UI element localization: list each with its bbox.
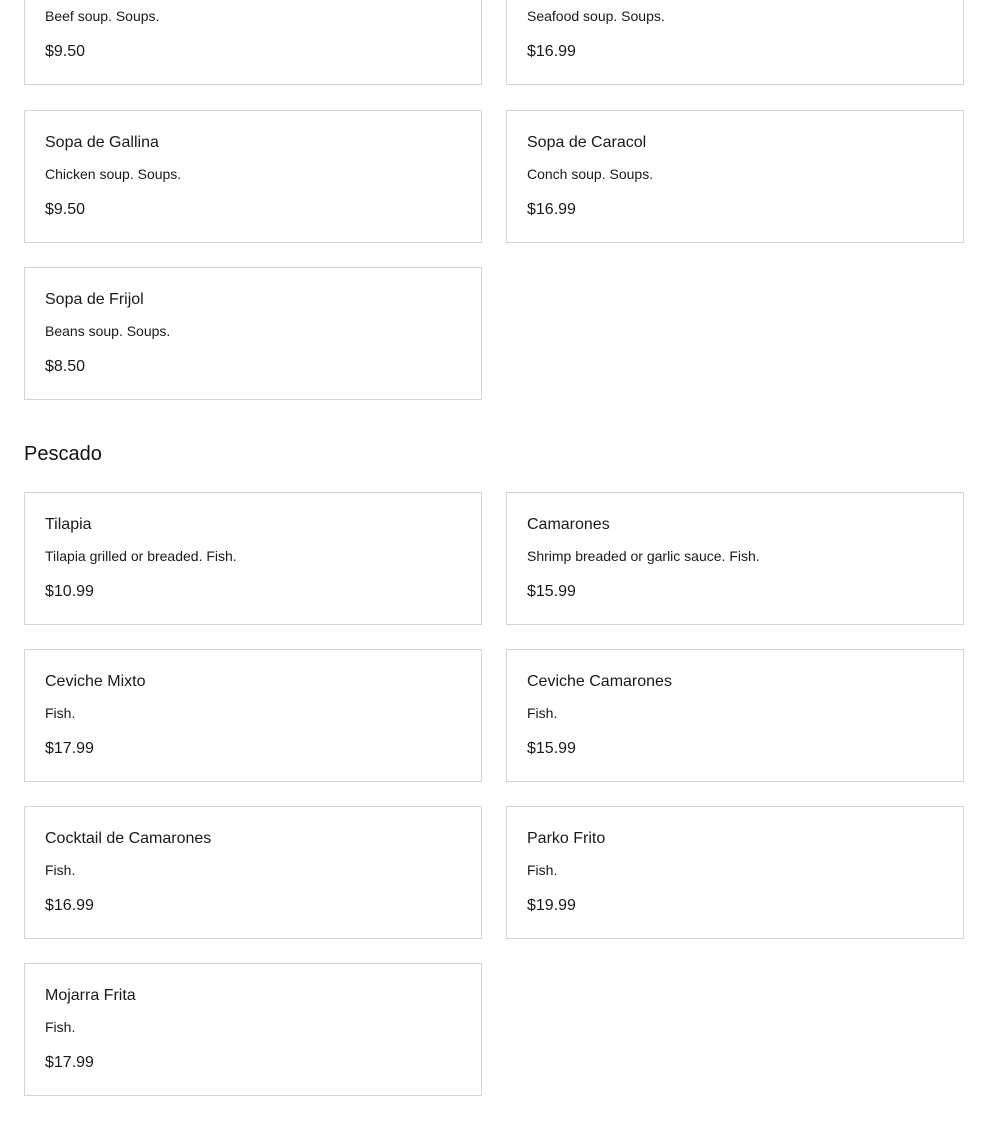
menu-item-name: Mojarra Frita bbox=[45, 987, 136, 1004]
menu-item-card[interactable] bbox=[24, 110, 482, 243]
menu-item-name: Cocktail de Camarones bbox=[45, 830, 212, 847]
menu-item-name: Sopa de Caracol bbox=[527, 134, 647, 151]
menu-item-card[interactable] bbox=[24, 0, 482, 85]
menu-item-card[interactable] bbox=[24, 649, 482, 782]
menu-item-description: Fish. bbox=[45, 705, 76, 721]
menu-item-description: Beef soup. Soups. bbox=[45, 8, 160, 24]
menu-item-description: Conch soup. Soups. bbox=[527, 166, 654, 182]
menu-item-name: Parko Frito bbox=[527, 830, 606, 847]
menu-item-card[interactable] bbox=[506, 806, 964, 939]
menu-item-description: Shrimp breaded or garlic sauce. Fish. bbox=[527, 548, 760, 564]
menu-item-price: $15.99 bbox=[527, 583, 576, 600]
menu-item-price: $19.99 bbox=[527, 897, 576, 914]
menu-item-price: $8.50 bbox=[45, 358, 86, 375]
menu-item-description: Fish. bbox=[527, 862, 558, 878]
menu-item-price: $17.99 bbox=[45, 740, 94, 757]
menu-item-description: Chicken soup. Soups. bbox=[45, 166, 182, 182]
menu-item-card[interactable] bbox=[24, 963, 482, 1096]
menu-item-card[interactable] bbox=[506, 492, 964, 625]
menu-item-description: Fish. bbox=[45, 862, 76, 878]
menu-item-price: $16.99 bbox=[45, 897, 94, 914]
menu-item-name: Camarones bbox=[527, 516, 610, 533]
menu-item-name: Ceviche Camarones bbox=[527, 673, 672, 690]
menu-item-card[interactable] bbox=[506, 0, 964, 85]
menu-item-card[interactable] bbox=[506, 110, 964, 243]
menu-item-price: $10.99 bbox=[45, 583, 94, 600]
menu-item-name: Sopa de Frijol bbox=[45, 291, 144, 308]
menu-item-card[interactable] bbox=[506, 649, 964, 782]
menu-item-card[interactable] bbox=[24, 267, 482, 400]
menu-item-description: Seafood soup. Soups. bbox=[527, 8, 665, 24]
menu-item-price: $9.50 bbox=[45, 43, 86, 60]
menu-item-card[interactable] bbox=[24, 492, 482, 625]
menu-item-price: $16.99 bbox=[527, 43, 576, 60]
section-title-pescado: Pescado bbox=[24, 443, 102, 465]
menu-item-price: $15.99 bbox=[527, 740, 576, 757]
menu-item-description: Fish. bbox=[527, 705, 558, 721]
menu-item-name: Ceviche Mixto bbox=[45, 673, 146, 690]
menu-item-description: Fish. bbox=[45, 1019, 76, 1035]
menu-item-description: Beans soup. Soups. bbox=[45, 323, 171, 339]
menu-item-name: Sopa de Gallina bbox=[45, 134, 159, 151]
menu-item-description: Tilapia grilled or breaded. Fish. bbox=[45, 548, 237, 564]
menu-item-price: $16.99 bbox=[527, 201, 576, 218]
menu-item-price: $17.99 bbox=[45, 1054, 94, 1071]
menu-item-price: $9.50 bbox=[45, 201, 86, 218]
menu-item-name: Tilapia bbox=[45, 516, 92, 533]
menu-item-card[interactable] bbox=[24, 806, 482, 939]
